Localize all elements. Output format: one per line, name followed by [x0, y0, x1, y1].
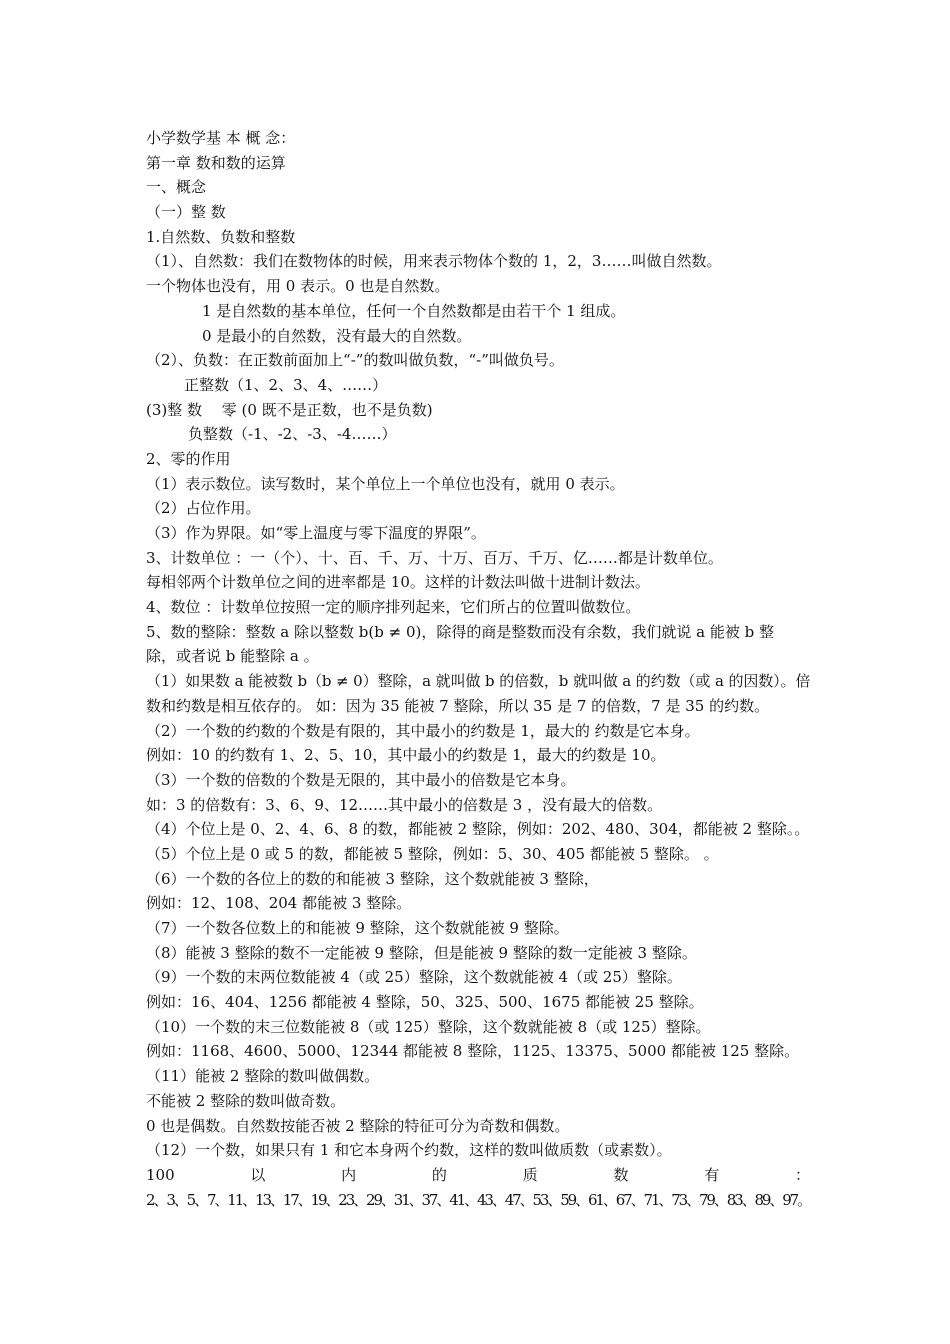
topic-heading: 1.自然数、负数和整数 [146, 227, 296, 246]
justified-word: 有 [704, 1165, 720, 1184]
text-line: 0 也是偶数。自然数按能否被 2 整除的特征可分为奇数和偶数。 [146, 1116, 570, 1135]
justified-word: 以 [250, 1165, 266, 1184]
text-line: （4）个位上是 0、2、4、6、8 的数，都能被 2 整除，例如：202、480、304，都能被 2 整除。。 [146, 820, 810, 839]
text-line: 数和约数是相互依存的。 如：因为 35 能被 7 整除，所以 35 是 7 的倍数，7 是 35 的约数。 [146, 696, 770, 715]
text-line: （1）、自然数：我们在数物体的时候，用来表示物体个数的 1，2，3……叫做自然数。 [146, 252, 722, 271]
text-line: （2）占位作用。 [146, 499, 261, 518]
subsection-heading: （一）整 数 [146, 203, 226, 222]
chapter-heading: 第一章 数和数的运算 [146, 153, 286, 172]
section-heading: 一、概念 [146, 178, 207, 197]
text-line: （8）能被 3 整除的数不一定能被 9 整除，但是能被 9 整除的数一定能被 3 整除。 [146, 943, 697, 962]
text-line: 4、数位 ：计数单位按照一定的顺序排列起来，它们所占的位置叫做数位。 [146, 598, 641, 617]
justified-word: 内 [341, 1165, 357, 1184]
text-line: （2）、负数：在正数前面加上“-”的数叫做负数，“-”叫做负号。 [146, 351, 564, 370]
text-line: 例如：16、404、1256 都能被 4 整除，50、325、500、1675 都能被 25 整除。 [146, 993, 704, 1012]
text-line: （1）如果数 a 能被数 b（b ≠ 0）整除，a 就叫做 b 的倍数，b 就叫做 a 的约数（或 a 的因数）。倍 [146, 672, 811, 691]
topic-heading: 2、零的作用 [146, 449, 231, 468]
text-line: 例如：1168、4600、5000、12344 都能被 8 整除，1125、13375、5000 都能被 125 整除。 [146, 1042, 800, 1061]
justified-word: 数 [613, 1165, 629, 1184]
text-line: （2）一个数的约数的个数是有限的，其中最小的约数是 1，最大的 约数是它本身。 [146, 721, 700, 740]
text-line: （3）作为界限。如“零上温度与零下温度的界限”。 [146, 524, 486, 542]
justified-word: ： [794, 1165, 810, 1184]
text-line: 例如：10 的约数有 1、2、5、10，其中最小的约数是 1，最大的约数是 10。 [146, 746, 666, 765]
text-line: （10）一个数的末三位数能被 8（或 125）整除，这个数就能被 8（或 125）整除。 [146, 1017, 711, 1036]
text-line: （5）个位上是 0 或 5 的数，都能被 5 整除，例如：5、30、405 都能被 5 整除。 。 [146, 844, 719, 863]
text-line: 如：3 的倍数有：3、6、9、12……其中最小的倍数是 3 ，没有最大的倍数。 [146, 795, 663, 814]
text-line: (3)整 数 零 (0 既不是正数，也不是负数) [146, 400, 433, 419]
text-line: 0 是最小的自然数，没有最大的自然数。 [202, 326, 472, 345]
text-line: 不能被 2 整除的数叫做奇数。 [146, 1091, 346, 1110]
justified-line [146, 1163, 810, 1188]
text-line: （1）表示数位。读写数时，某个单位上一个单位也没有，就用 0 表示。 [146, 474, 625, 493]
text-line: （7）一个数各位数上的和能被 9 整除，这个数就能被 9 整除。 [146, 919, 569, 937]
text-line: （12）一个数，如果只有 1 和它本身两个约数，这样的数叫做质数（或素数）。 [146, 1141, 672, 1160]
text-line: 5、数的整除：整数 a 除以整数 b(b ≠ 0)，除得的商是整数而没有余数，我们就说 a 能被 b 整 [146, 622, 774, 641]
text-line: 负整数（-1、-2、-3、-4……） [188, 425, 397, 444]
prime-list-line: 2、3、5、7、11、13、17、19、23、29、31、37、41、43、47、53、59、61、67、71、73、79、83、89、97。 [146, 1190, 810, 1209]
text-line: 除，或者说 b 能整除 a 。 [146, 647, 319, 666]
text-line: （11）能被 2 整除的数叫做偶数。 [146, 1067, 380, 1086]
doc-title: 小学数学基 本 概 念： [146, 129, 296, 147]
text-line: 每相邻两个计数单位之间的进率都是 10。这样的计数法叫做十进制计数法。 [146, 573, 650, 592]
justified-word: 的 [431, 1165, 447, 1184]
text-line: 3、计数单位 ：一（个）、十、百、千、万、十万、百万、千万、亿……都是计数单位。 [146, 548, 723, 567]
text-line: （3）一个数的倍数的个数是无限的，其中最小的倍数是它本身。 [146, 770, 576, 789]
text-line: 1 是自然数的基本单位，任何一个自然数都是由若干个 1 组成。 [202, 301, 626, 320]
justified-word: 100 [146, 1165, 175, 1184]
text-line: 一个物体也没有，用 0 表示。0 也是自然数。 [146, 277, 450, 296]
text-line: （9）一个数的末两位数能被 4（或 25）整除，这个数就能被 4（或 25）整除。 [146, 968, 682, 987]
text-line: 例如：12、108、204 都能被 3 整除。 [146, 894, 412, 913]
justified-word: 质 [522, 1165, 538, 1184]
text-line: 正整数（1、2、3、4、……） [184, 375, 388, 394]
document-body [146, 126, 810, 1212]
text-line: （6）一个数的各位上的数的和能被 3 整除，这个数就能被 3 整除， [146, 869, 599, 888]
